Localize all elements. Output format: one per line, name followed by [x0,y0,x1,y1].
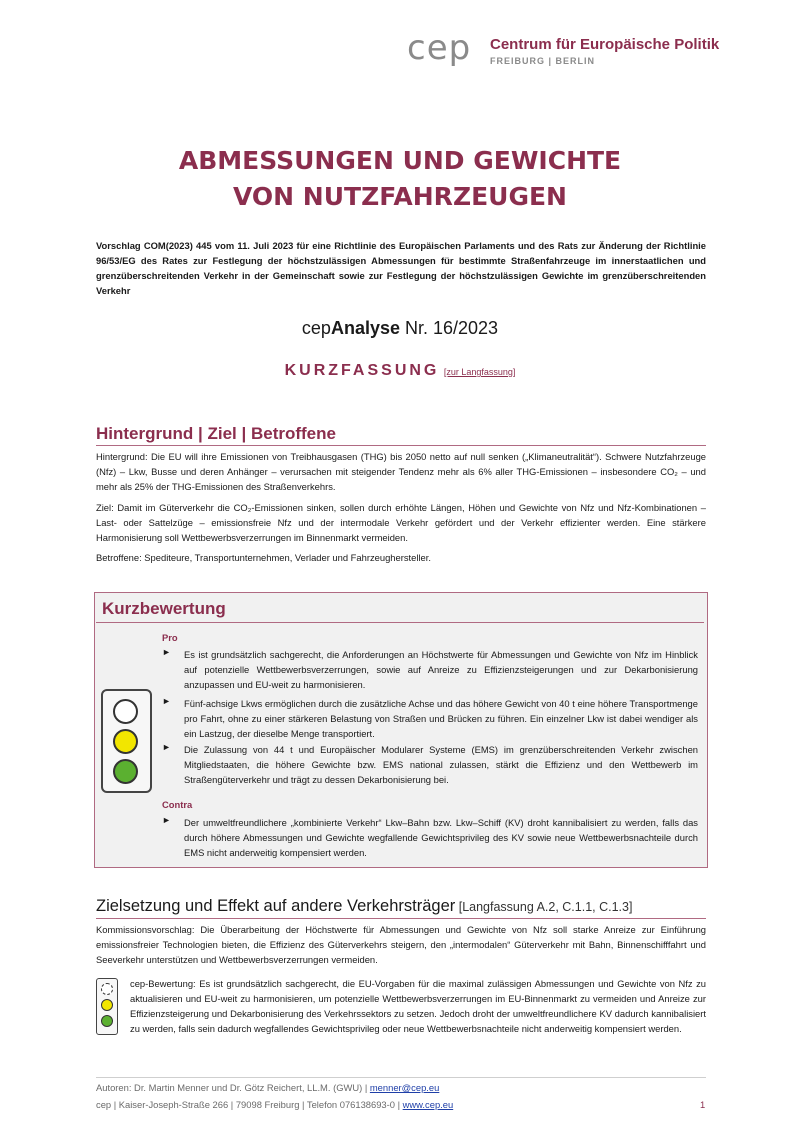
small-lamp-yellow-icon [101,999,113,1011]
background-heading: Hintergrund | Ziel | Betroffene [96,424,336,443]
pro-item [162,696,698,741]
proposal-description: Vorschlag COM(2023) 445 vom 11. Juli 2023 für eine Richtlinie des Europäischen Parlaments und des Rats zur Änderung der Richtlinie 96/53/EG des Rates zur Festlegung der höchstzulässigen Abmessungen für bestimmte Straßenfahrzeuge im innerstaatlichen und grenzüberschreitenden Verkehr in der Gemeinschaft sowie zur Festlegung der höchstzulässigen Gewichte im grenzüberschreitenden Verkehr [96,240,706,296]
assessment-heading: Kurzbewertung [102,599,226,618]
contra-item [162,815,698,860]
org-name: Centrum für Europäische Politik [490,36,720,53]
pro-item [162,647,698,692]
background-paragraph: Hintergrund: Die EU will ihre Emissionen von Treibhausgasen (THG) bis 2050 netto auf null senken („Klimaneutralität“). Schwere Nutzfahrzeuge (Nfz) – Lkw, Busse und deren Anhänger – verursachen mit steigender Tendenz mehr als 6% aller THG-Emissionen – insbesondere CO₂ – und mehr als 25% der THG-Emissionen des Straßenverkehrs. [96,451,706,492]
affected-paragraph: Betroffene: Spediteure, Transportunternehmen, Verlader und Fahrzeughersteller. [96,552,431,563]
commission-paragraph: Kommissionsvorschlag: Die Überarbeitung der Höchstwerte für Abmessungen und Gewichte von Nfz soll starke Anreize zur Einführung emissionsfreier Technologien bieten, die Effizienz des Güterverkehrs steigern, den „intermodalen“ Güterverkehr mit Bahn, Binnenschifffahrt und Seeverkehr unterstützen und Wettbewerbsverzerrungen vermeiden. [96,924,706,965]
cep-assessment-paragraph: cep-Bewertung: Es ist grundsätzlich sachgerecht, die EU-Vorgaben für die maximal zulässigen Abmessungen und Gewichte von Nfz zu aktualisieren und EU-weit zu harmonisieren, um potenzielle Wettbewerbsverzerrungen im EU-Binnenmarkt zu vermeiden und Anreize zur Effizienzsteigerung und Dekarbonisierung des Verkehrssektors zu setzen. Jedoch droht der umweltfreundlichere KV dadurch kannibalisiert zu werden, falls sein dadurch wegfallendes Gewichtsprivileg oder neue Wettbewerbsnachteile nicht anderweitig kompensiert werden. [130,978,706,1034]
footer-authors: Autoren: Dr. Martin Menner und Dr. Götz Reichert, LL.M. (GWU) | [96,1082,370,1093]
goal-paragraph: Ziel: Damit im Güterverkehr die CO₂-Emissionen sinken, sollen durch erhöhte Längen, Höhen und Gewichte von Nfz und Nfz-Kombinationen – Last- oder Sattelzüge – emissionsfreie Nfz und der intermodale Verkehr gefördert und der Verkehr effizienter werden. Eine stärkere Harmonisierung soll Wettbewerbsverzerrungen im Binnenmarkt vermeiden. [96,502,706,543]
pro-item-text: Die Zulassung von 44 t und Europäischer Modularer Systeme (EMS) im grenzüberschreitenden Verkehr zwischen Mitgliedstaaten, die höhere Gewichte bzw. EMS national zulassen, stärkt die Effizienz und den Wettbewerb im Straßengüterverkehr und trägt zu dessen Dekarbonisierung bei. [184,744,698,785]
analysis-number [0,318,800,339]
long-version-link[interactable]: [zur Langfassung] [443,367,516,377]
section-2-reference: [Langfassung A.2, C.1.1, C.1.3] [455,900,633,914]
footer-rule [96,1077,706,1078]
title-line-2: VON NUTZFAHRZEUGEN [233,182,567,211]
pro-item-text: Fünf-achsige Lkws ermöglichen durch die zusätzliche Achse und das höhere Gewicht von 40 t eine höhere Transportmenge pro Fahrt, ohne zu einer stärkeren Belastung von Straßen und Brücken zu führen. Ein einzelner Lkw ist dabei wendiger als ein Lastzug, der dieselbe Menge transportiert. [184,698,698,739]
bullet-arrow-icon: ► [162,742,171,752]
small-traffic-light-icon [96,978,118,1035]
summary-label-row [0,362,800,380]
title-line-1: ABMESSUNGEN UND GEWICHTE [178,146,622,175]
analysis-prefix: cep [301,318,331,338]
lamp-white-icon [113,699,138,724]
bullet-arrow-icon: ► [162,647,171,657]
section-2-heading: Zielsetzung und Effekt auf andere Verkehrsträger [96,897,456,915]
footer-address-row [96,1099,453,1110]
pro-label: Pro [162,632,178,643]
small-lamp-white-icon [101,983,113,995]
cep-logo [407,28,471,68]
logo-text: cep [407,28,472,68]
summary-label: KURZFASSUNG [284,362,440,379]
traffic-light-icon [101,689,152,793]
small-lamp-green-icon [101,1015,113,1027]
pro-item [162,742,698,787]
section-2-rule [96,918,706,919]
page-number: 1 [700,1099,706,1110]
lamp-yellow-icon [113,729,138,754]
contra-item-text: Der umweltfreundlichere „kombinierte Verkehr“ Lkw–Bahn bzw. Lkw–Schiff (KV) droht kannibalisiert zu werden, falls das durch höhere Abmessungen und Gewichte wegfallende Gewichtsprivileg des KV sowie neue Wettbewerbsnachteile durch EMS nicht anderweitig kompensiert werden. [184,817,698,858]
org-location: FREIBURG | BERLIN [490,56,596,66]
lamp-green-icon [113,759,138,784]
contra-label: Contra [162,799,193,810]
footer-authors-row [96,1082,439,1093]
website-link[interactable]: www.cep.eu [402,1099,454,1110]
analysis-bold: Analyse [330,318,400,338]
assessment-rule [96,622,704,623]
pro-item-text: Es ist grundsätzlich sachgerecht, die Anforderungen an Höchstwerte für Abmessungen und Gewichte von Nfz im Hinblick auf potenzielle Wettbewerbsverzerrungen, sowie auf Anreize zu Effizienzsteigerungen und zur Dekarbonisierung anzupassen und EU-weit zu harmonisieren. [184,649,698,690]
bullet-arrow-icon: ► [162,815,171,825]
footer-address: cep | Kaiser-Joseph-Straße 266 | 79098 Freiburg | Telefon 076138693-0 | [96,1099,403,1110]
author-email-link[interactable]: menner@cep.eu [369,1082,440,1093]
heading-rule [96,445,706,446]
bullet-arrow-icon: ► [162,696,171,706]
section-2-heading-row [96,897,716,916]
analysis-suffix: Nr. 16/2023 [400,318,499,338]
